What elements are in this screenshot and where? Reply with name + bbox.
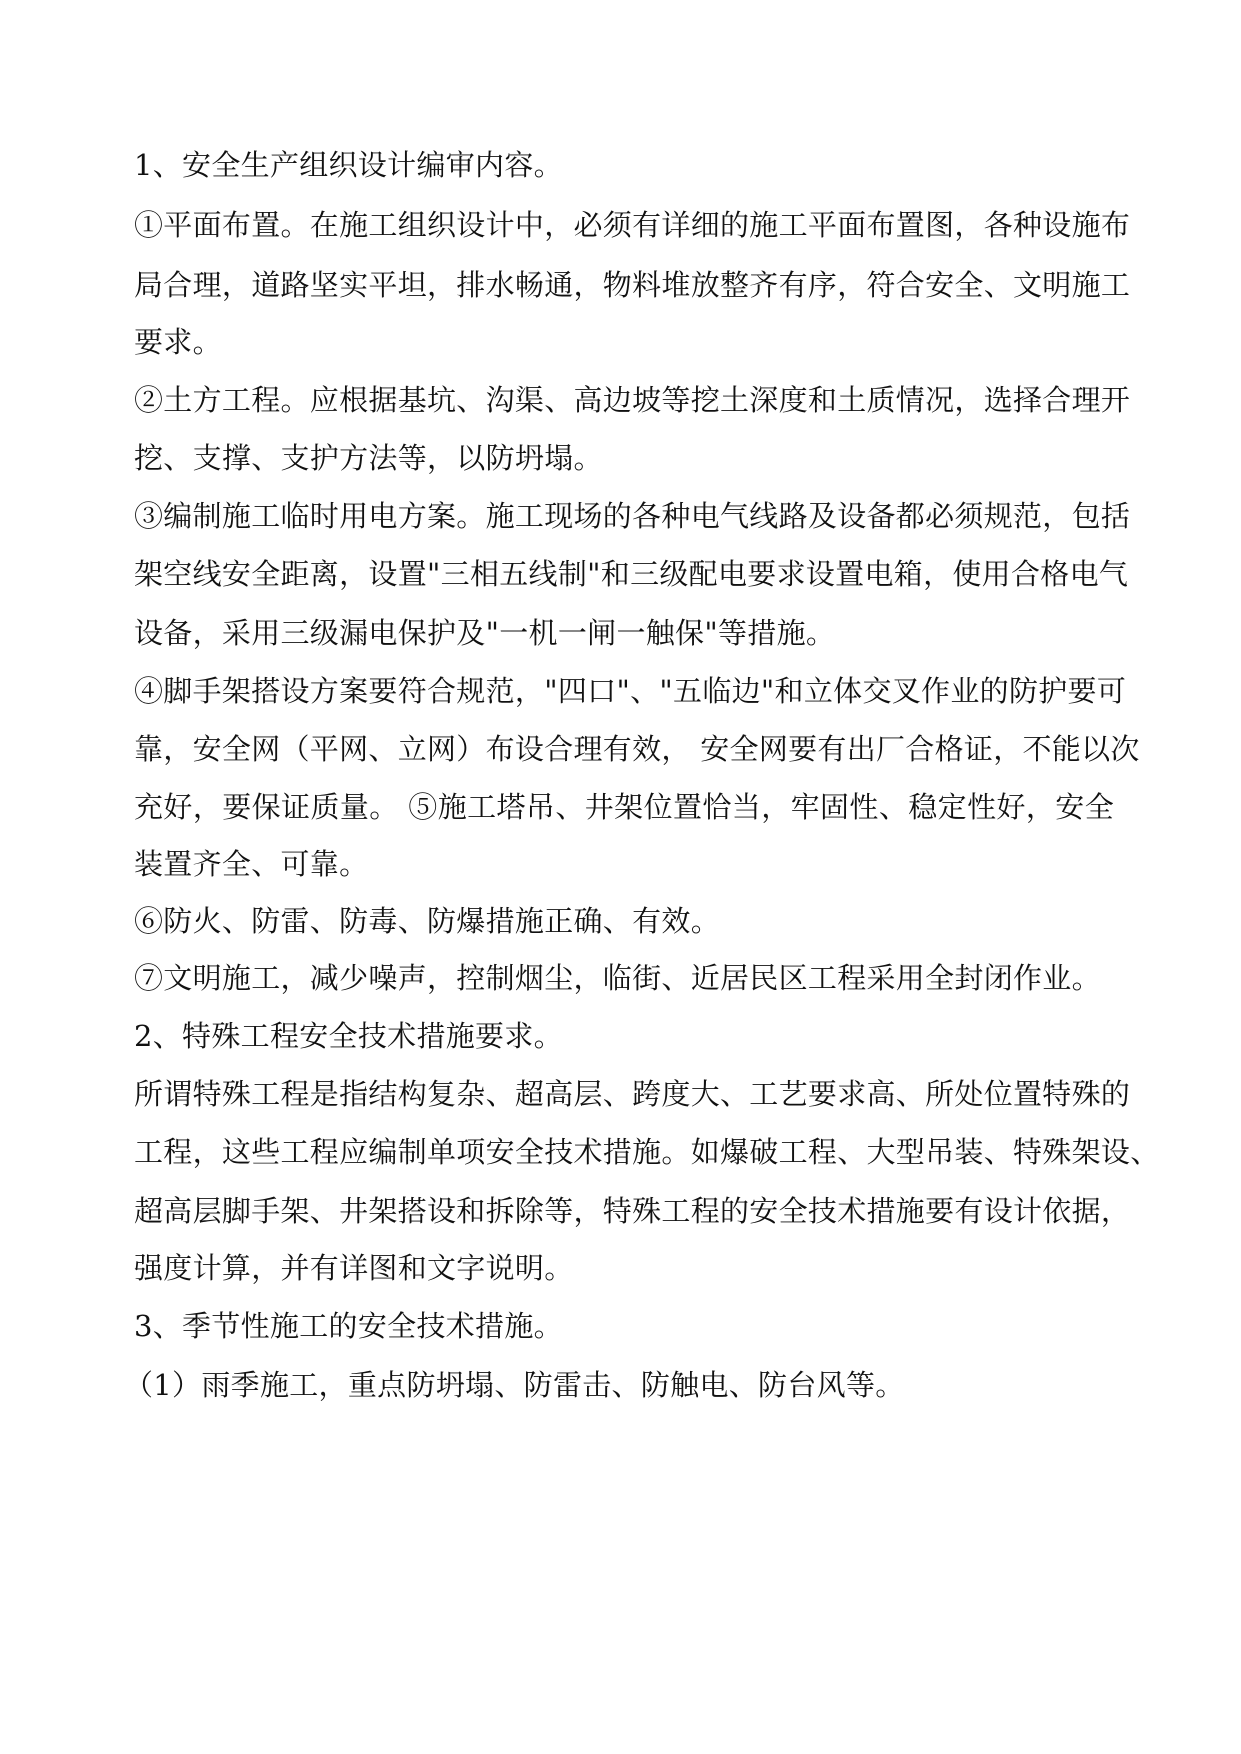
paragraph-line: ②土方工程。应根据基坑、沟渠、高边坡等挖土深度和土质情况，选择合理开 (134, 383, 1131, 417)
paragraph-line: 局合理，道路坚实平坦，排水畅通，物料堆放整齐有序，符合安全、文明施工 (134, 268, 1131, 302)
paragraph-line: （1）雨季施工，重点防坍塌、防雷击、防触电、防台风等。 (124, 1368, 905, 1402)
paragraph-line: ③编制施工临时用电方案。施工现场的各种电气线路及设备都必须规范，包括 (134, 499, 1131, 533)
paragraph-line: ⑥防火、防雷、防毒、防爆措施正确、有效。 (134, 904, 721, 938)
paragraph-line: 要求。 (134, 325, 222, 359)
paragraph-line: 所谓特殊工程是指结构复杂、超高层、跨度大、工艺要求高、所处位置特殊的 (134, 1077, 1131, 1111)
paragraph-line: ⑦文明施工，减少噪声，控制烟尘，临街、近居民区工程采用全封闭作业。 (134, 961, 1101, 995)
paragraph-line: 设备，采用三级漏电保护及"一机一闸一触保"等措施。 (134, 616, 836, 650)
heading-3: 3、季节性施工的安全技术措施。 (134, 1309, 563, 1343)
paragraph-line: 靠，安全网（平网、立网）布设合理有效， 安全网要有出厂合格证，不能以次 (134, 732, 1140, 766)
paragraph-line: ④脚手架搭设方案要符合规范，"四口"、"五临边"和立体交叉作业的防护要可 (134, 674, 1127, 708)
paragraph-line: 挖、支撑、支护方法等，以防坍塌。 (134, 441, 603, 475)
paragraph-line: 装置齐全、可靠。 (134, 847, 369, 881)
paragraph-line: 超高层脚手架、井架搭设和拆除等，特殊工程的安全技术措施要有设计依据， (134, 1194, 1131, 1228)
paragraph-line: ①平面布置。在施工组织设计中，必须有详细的施工平面布置图，各种设施布 (134, 208, 1131, 242)
paragraph-line: 工程，这些工程应编制单项安全技术措施。如爆破工程、大型吊装、特殊架设、 (134, 1135, 1160, 1169)
paragraph-line: 充好，要保证质量。 ⑤施工塔吊、井架位置恰当，牢固性、稳定性好，安全 (134, 790, 1114, 824)
heading-2: 2、特殊工程安全技术措施要求。 (134, 1019, 563, 1053)
paragraph-line: 强度计算，并有详图和文字说明。 (134, 1251, 574, 1285)
paragraph-line: 架空线安全距离，设置"三相五线制"和三级配电要求设置电箱，使用合格电气 (134, 557, 1129, 591)
heading-1: 1、安全生产组织设计编审内容。 (134, 148, 563, 182)
